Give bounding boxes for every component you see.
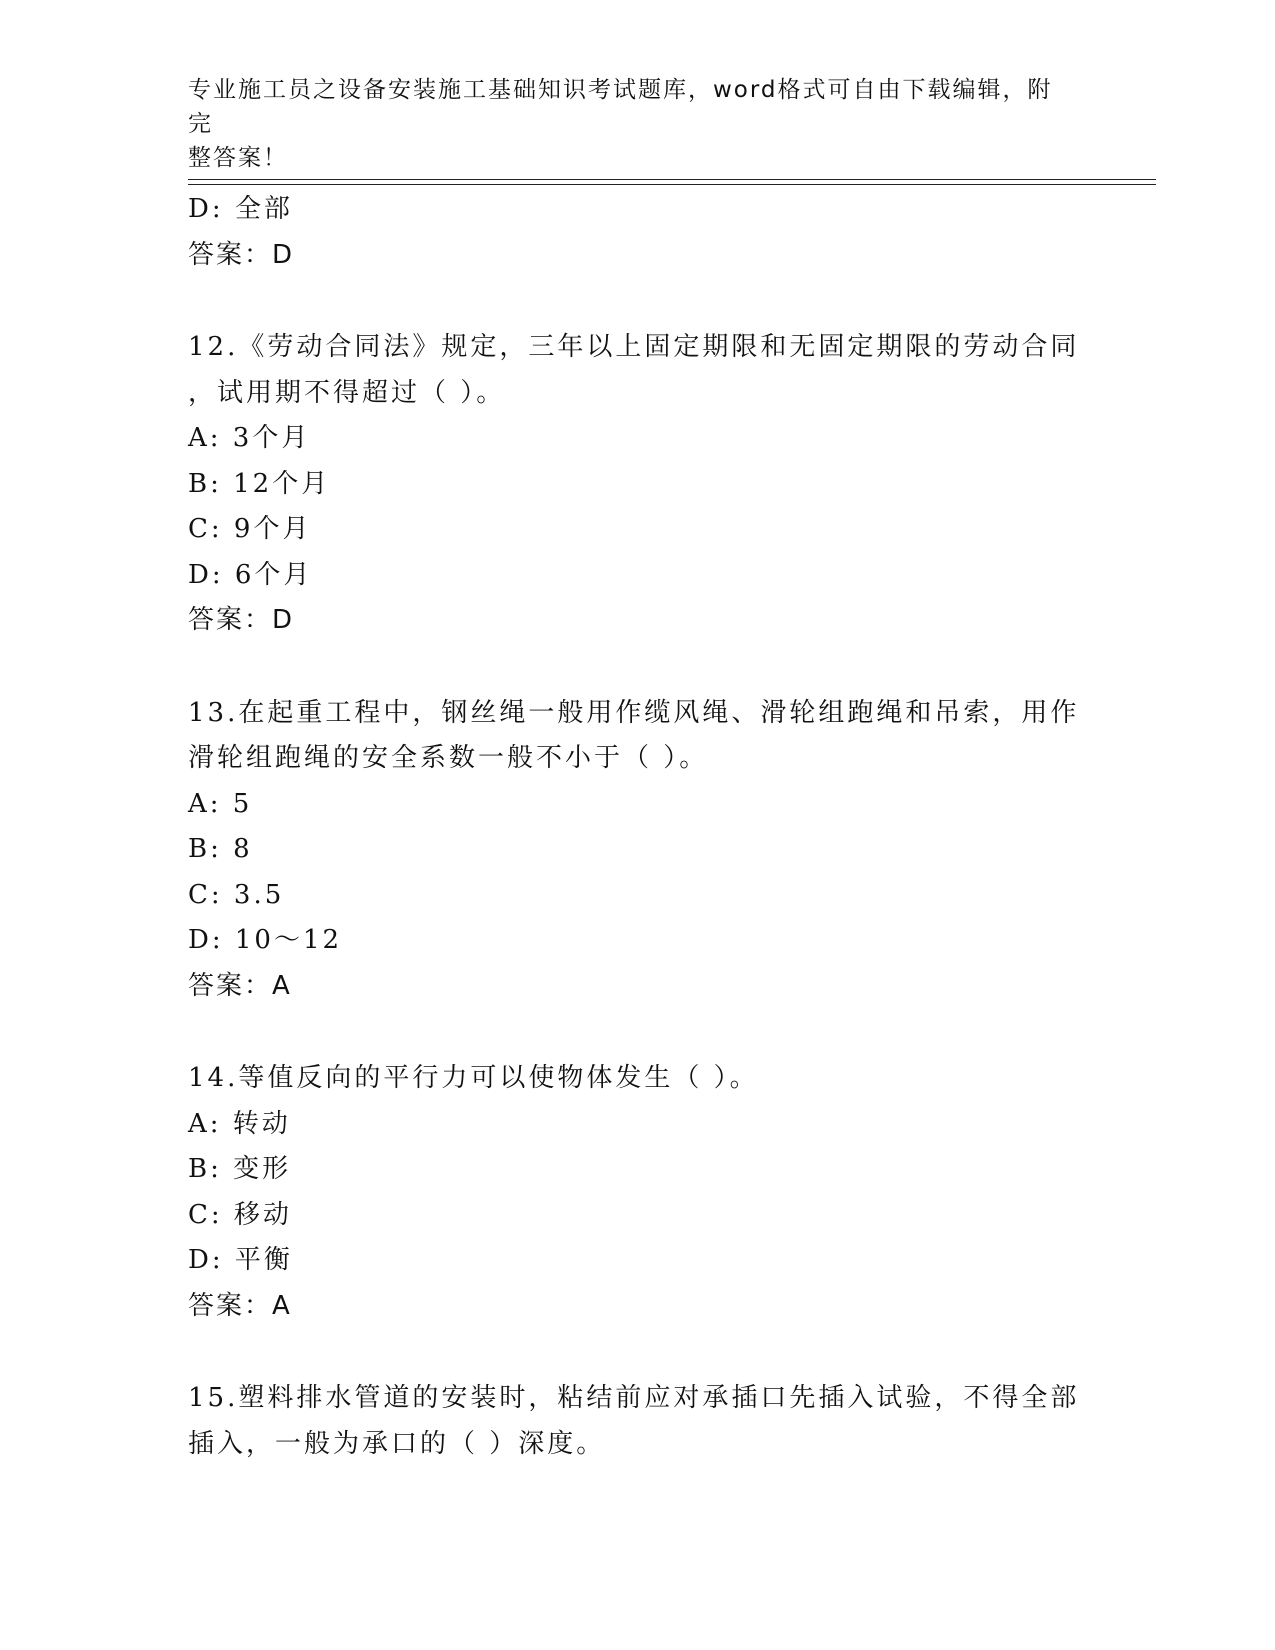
option-b: B: 变形 (188, 1154, 292, 1184)
question-stem-line-1: 13.在起重工程中，钢丝绳一般用作缆风绳、滑轮组跑绳和吊索，用作 (188, 697, 1080, 728)
answer: 答案：A (188, 970, 292, 1001)
question-list (188, 187, 1088, 1467)
option-c: C: 移动 (188, 1199, 292, 1230)
spacer (188, 278, 1088, 325)
option-c: C: 9个月 (188, 514, 312, 544)
option-a: A: 3个月 (188, 423, 311, 453)
previous-option-d: D: 全部 (188, 194, 293, 224)
answer: 答案：D (188, 605, 295, 635)
option-a: A: 转动 (188, 1108, 291, 1139)
question-stem-line-2: 滑轮组跑绳的安全系数一般不小于（ ）。 (188, 743, 709, 773)
option-d: D: 10～12 (188, 925, 343, 955)
spacer (188, 644, 1088, 691)
question-stem-line-2: 插入，一般为承口的（ ）深度。 (188, 1428, 606, 1459)
header-line-1: 专业施工员之设备安装施工基础知识考试题库，word格式可自由下载编辑，附完 (188, 77, 1053, 137)
question-stem-line-2: ，试用期不得超过（ ）。 (188, 377, 506, 408)
spacer (188, 1009, 1088, 1056)
question-13 (188, 691, 1088, 1010)
question-15 (188, 1376, 1088, 1467)
spacer (188, 1329, 1088, 1376)
document-header (188, 73, 1068, 175)
header-divider-bottom (188, 184, 1156, 185)
answer: 答案：A (188, 1290, 292, 1321)
header-line-2: 整答案！ (188, 145, 288, 171)
question-stem-line-1: 12.《劳动合同法》规定，三年以上固定期限和无固定期限的劳动合同 (188, 332, 1080, 362)
option-a: A: 5 (188, 788, 253, 819)
option-b: B: 8 (188, 834, 253, 864)
option-b: B: 12个月 (188, 468, 331, 499)
header-divider-top (188, 179, 1156, 180)
option-d: D: 平衡 (188, 1245, 293, 1275)
question-stem-line-1: 15.塑料排水管道的安装时，粘结前应对承插口先插入试验，不得全部 (188, 1383, 1080, 1413)
question-14 (188, 1056, 1088, 1329)
previous-answer: 答案：D (188, 239, 295, 270)
option-d: D: 6个月 (188, 559, 313, 590)
question-stem-line-1: 14.等值反向的平行力可以使物体发生（ ）。 (188, 1063, 759, 1093)
question-12 (188, 325, 1088, 644)
option-c: C: 3.5 (188, 879, 285, 910)
